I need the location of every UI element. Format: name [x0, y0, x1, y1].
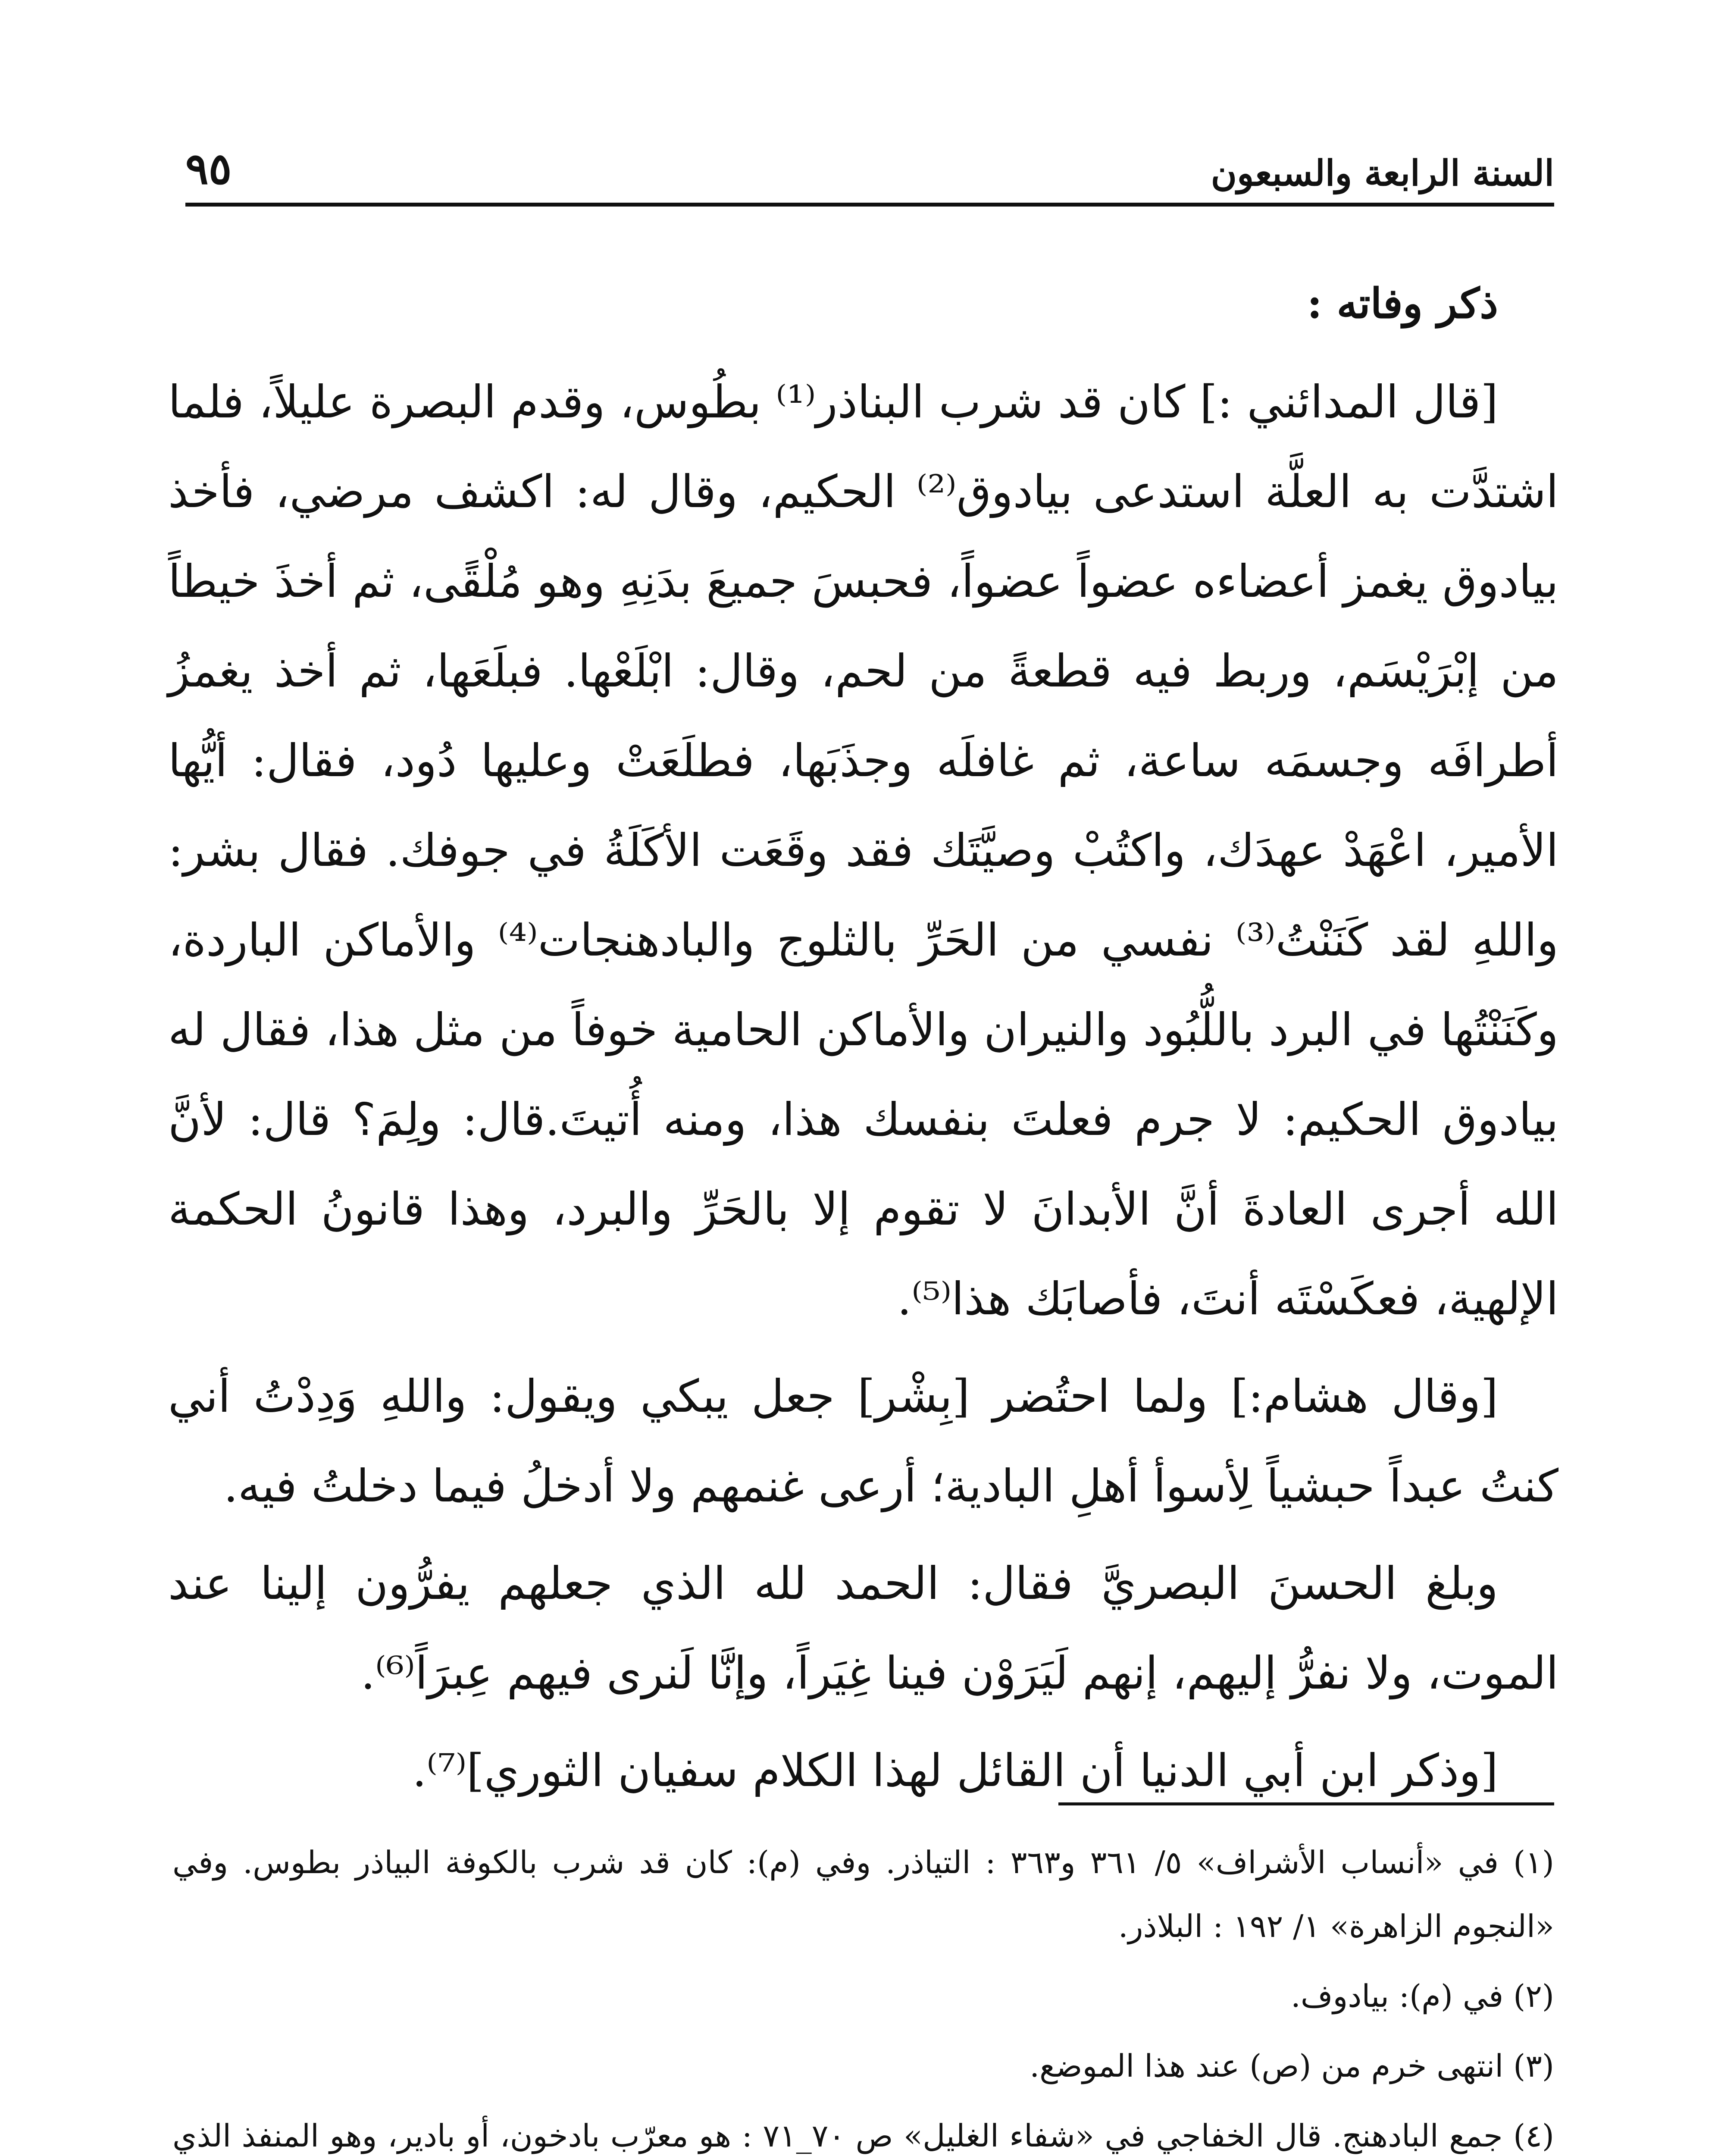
footnote-rule	[1058, 1802, 1554, 1805]
paragraph-hisham: [وقال هشام:] ولما احتُضر [بِشْر] جعل يبكي ويقول: واللهِ وَدِدْتُ أني كنتُ عبداً حبشياً لِأسوأ أهلِ البادية؛ أرعى غنمهم ولا أدخلُ فيما دخلتُ فيه.	[168, 1370, 1558, 1512]
running-head	[185, 129, 1554, 194]
running-title: السنة الرابعة والسبعون	[1211, 153, 1554, 194]
footnote-1: (١) في «أنساب الأشراف» ٥/ ٣٦١ و٣٦٣ : التياذر. وفي (م): كان قد شرب بالكوفة البياذر بطوس. وفي «النجوم الزاهرة» ١/ ١٩٢ : البلاذر.	[172, 1844, 1554, 1944]
page-number: ٩٥	[185, 143, 232, 194]
section-heading: ذكر وفاته :	[1307, 279, 1498, 328]
paragraph-death-account: [قال المدائني :] كان قد شرب البناذر⁽¹⁾ بطُوس، وقدم البصرة عليلاً، فلما اشتدَّت به العلَّة استدعى بيادوق⁽²⁾ الحكيم، وقال له: اكشف مرضي، فأخذ بيادوق يغمز أعضاءه عضواً عضواً، فحبسَ جميعَ بدَنِهِ وهو مُلْقًى، ثم أخذَ خيطاً من إبْرَيْسَم، وربط فيه قطعةً من لحم، وقال: ابْلَعْها. فبلَعَها، ثم أخذ يغمزُ أطرافَه وجسمَه ساعة، ثم غافلَه وجذَبَها، فطلَعَتْ وعليها دُود، فقال: أيُّها الأمير، اعْهَدْ عهدَك، واكتُبْ وصيَّتَك فقد وقَعَت الأكَلَةُ في جوفك. فقال بشر: واللهِ لقد كَنَنْتُ⁽³⁾ نفسي من الحَرِّ بالثلوج والبادهنجات⁽⁴⁾ والأماكن الباردة، وكَنَنْتُها في البرد باللُّبُود والنيران والأماكن الحامية خوفاً من مثل هذا، فقال له بيادوق الحكيم: لا جرم فعلتَ بنفسك هذا، ومنه أُتيتَ.قال: ولِمَ؟ قال: لأنَّ الله أجرى العادةَ أنَّ الأبدانَ لا تقوم إلا بالحَرِّ والبرد، وهذا قانونُ الحكمة الإلهية، فعكَسْتَه أنتَ، فأصابَك هذا⁽⁵⁾.	[168, 376, 1559, 1325]
footnotes	[172, 1830, 1554, 2156]
paragraph-hasan-basri: وبلغ الحسنَ البصريَّ فقال: الحمد لله الذي جعلهم يفرُّون إلينا عند الموت، ولا نفرُّ إليهم، إنهم لَيَرَوْن فينا غِيَراً، وإنَّا لَنرى فيهم عِبرَاً⁽⁶⁾.	[168, 1557, 1558, 1699]
paragraph-ibn-abi-dunya: [وذكر ابن أبي الدنيا أن القائل لهذا الكلام سفيان الثوري]⁽⁷⁾.	[412, 1744, 1498, 1797]
header-rule	[185, 203, 1554, 207]
footnote-4: (٤) جمع البادهنج. قال الخفاجي في «شفاء الغليل» ص ٧٠_٧١ : هو معرّب بادخون، أو بادير، وهو المنفذ الذي	[172, 2118, 1554, 2154]
footnote-2: (٢) في (م): بيادوف.	[1290, 1978, 1554, 2014]
main-text	[168, 259, 1558, 1823]
footnote-3: (٣) انتهى خرم من (ص) عند هذا الموضع.	[1030, 2048, 1554, 2084]
